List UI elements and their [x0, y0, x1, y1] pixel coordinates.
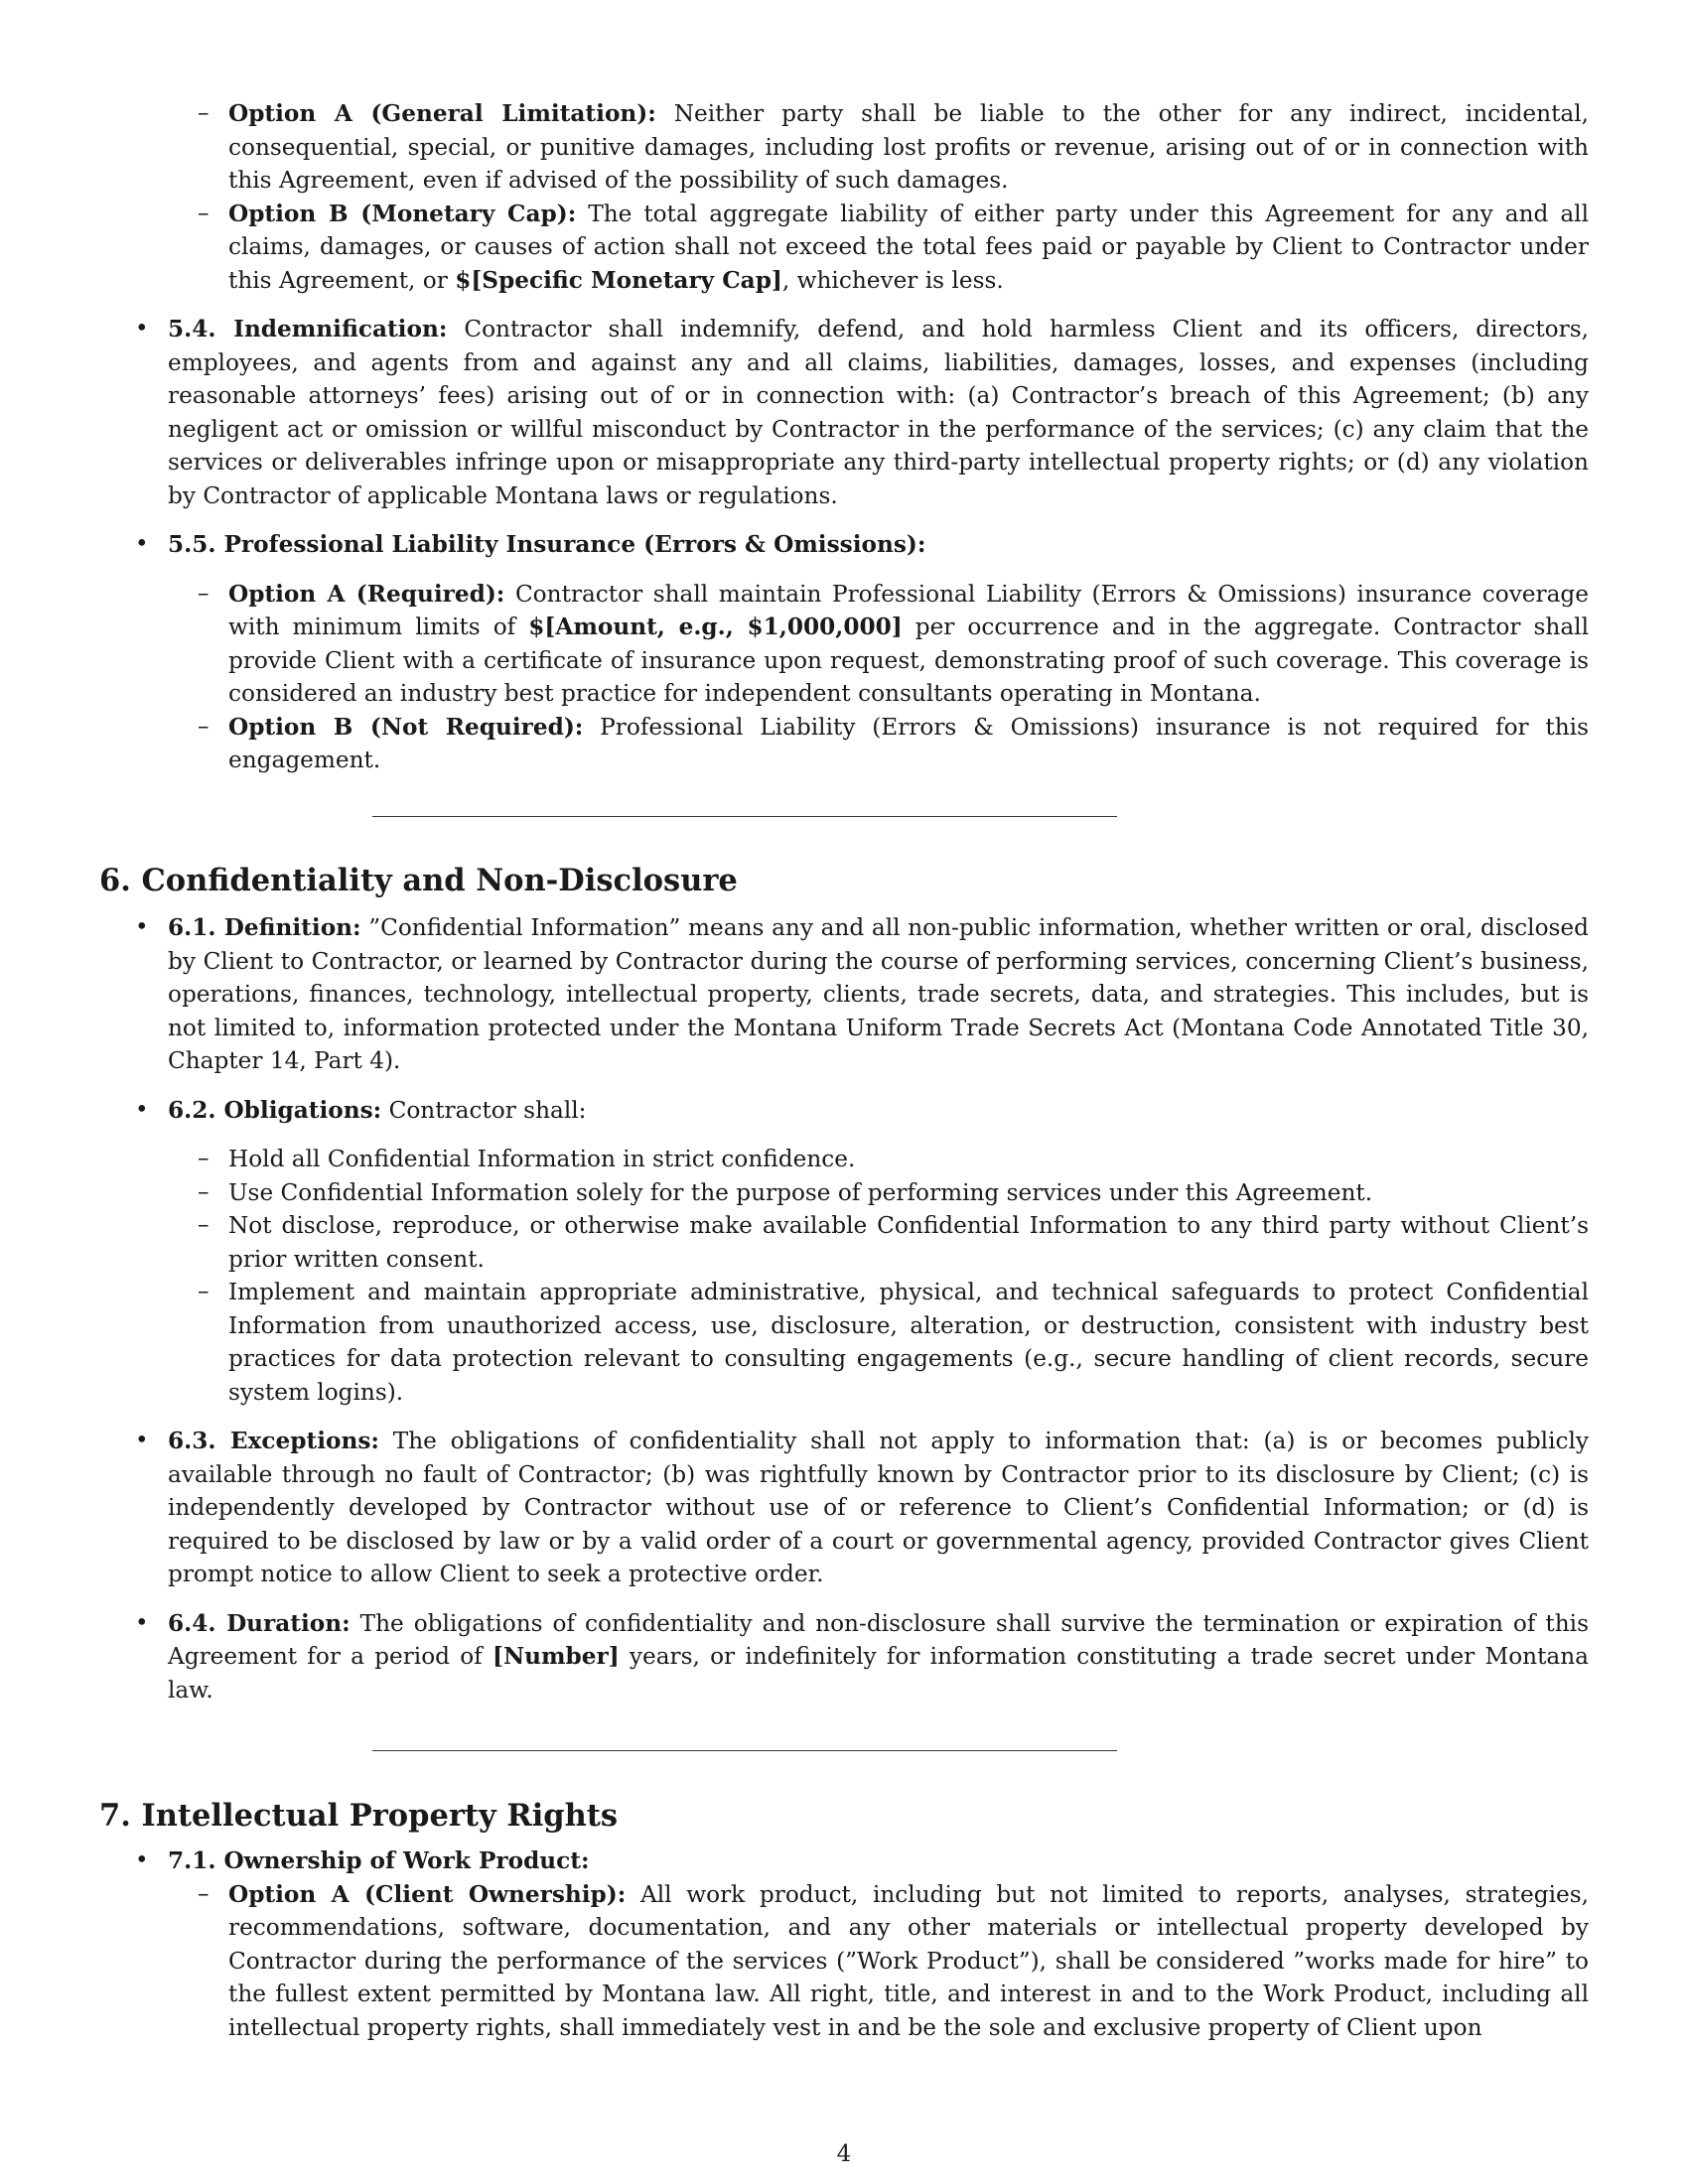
dash-marker: – [198, 1212, 210, 1238]
clause-text: The obligations of confidentiality shall not apply to information that: (a) is or becomes publicly available through no fault of Contractor; (b) was rightfully known by Contractor prior to its disclosure by Client; (c) is independently developed by Contractor without use of or reference to Client’s Confidential Information; or (d) is required to be disclosed by law or by a valid order of a court or governmental agency, provided Contractor gives Client prompt notice to allow Client to seek a protective order. [168, 1428, 1589, 1587]
bullet-marker: • [135, 531, 149, 557]
clause-label: 5.4. Indemnification: [168, 316, 448, 342]
clause-6-3-exceptions [99, 1425, 1589, 1591]
placeholder-amount: $[Amount, e.g., $1,000,000] [528, 614, 903, 640]
option-text: Contractor shall maintain Professional Liability (Errors & Omissions) insurance coverage with minimum limits of [228, 580, 1589, 640]
option-insurance-not-required [99, 711, 1589, 777]
option-label: Option A (Required): [228, 580, 505, 608]
option-text: All work product, including but not limited to reports, analyses, strategies, recommendations, software, documentation, and any other materials or intellectual property developed by Contractor during the performance of the services (”Work Product”), shall be considered ”works made for hire” to the fullest extent permitted by Montana law. All right, title, and interest in and to the Work Product, including all intellectual property rights, shall immediately vest in and be the sole and exclusive property of Client upon [228, 1880, 1589, 2041]
page-content [99, 97, 1589, 777]
placeholder-monetary-cap: $[Specific Monetary Cap] [455, 266, 782, 294]
option-monetary-cap [99, 198, 1589, 298]
option-text: Neither party shall be liable to the other for any indirect, incidental, consequential, special, or punitive damages, including lost profits or revenue, arising out of or in connection with this Agreement, even if advised of the possibility of such damages. [228, 100, 1589, 194]
section-6 [99, 860, 1589, 1706]
clause-6-2-obligations [99, 1094, 1589, 1128]
option-label: Option B (Not Required): [228, 713, 584, 741]
clause-label: 7.1. Ownership of Work Product: [168, 1847, 590, 1874]
option-text-tail: per occurrence and in the aggregate. Contractor shall provide Client with a certificate of insurance upon request, demonstrating proof of such coverage. This coverage is considered an industry best practice for independent consultants operating in Montana. [228, 614, 1589, 707]
option-client-ownership [99, 1878, 1589, 2045]
bullet-marker: • [135, 1609, 149, 1636]
dash-marker: – [198, 200, 210, 226]
bullet-marker: • [135, 1428, 149, 1453]
clause-5-4-indemnification [99, 313, 1589, 512]
dash-marker: – [198, 580, 210, 607]
option-insurance-required [99, 578, 1589, 711]
obligation-item: – Use Confidential Information solely for the purpose of performing services under this Agreement. [99, 1176, 1589, 1210]
dash-marker: – [198, 1880, 210, 1907]
bullet-marker: • [135, 1096, 149, 1123]
placeholder-number: [Number] [492, 1643, 620, 1670]
dash-marker: – [198, 1146, 210, 1171]
section-heading: 7. Intellectual Property Rights [99, 1798, 619, 1834]
dash-marker: – [198, 713, 210, 740]
clause-text: Contractor shall: [381, 1096, 587, 1124]
section-divider [372, 816, 1117, 817]
clause-5-5-insurance [99, 528, 1589, 562]
option-label: Option A (General Limitation): [228, 100, 656, 127]
bullet-marker: • [135, 1847, 149, 1873]
option-general-limitation [99, 97, 1589, 198]
section-heading: 6. Confidentiality and Non-Disclosure [99, 863, 738, 898]
option-text-tail: , whichever is less. [781, 266, 1004, 294]
clause-text-tail: years, or indefinitely for information constituting a trade secret under Montana law. [168, 1643, 1589, 1704]
clause-label: 6.1. Definition: [168, 914, 361, 941]
obligation-item: – Implement and maintain appropriate administrative, physical, and technical safeguards to protect Confidential Information from unauthorized access, use, disclosure, alteration, or destruction, consistent with industry best practices for data protection relevant to consulting engagements (e.g., secure handling of client records, secure system logins). [99, 1276, 1589, 1409]
option-text: Professional Liability (Errors & Omissions) insurance is not required for this engagement. [228, 713, 1590, 773]
clause-label: 6.2. Obligations: [168, 1096, 382, 1124]
bullet-marker: • [135, 316, 149, 341]
bullet-marker: • [135, 914, 149, 940]
option-label: Option B (Monetary Cap): [228, 200, 577, 227]
obligation-item: – Not disclose, reproduce, or otherwise make available Confidential Information to any third party without Client’s prior written consent. [99, 1209, 1589, 1276]
clause-text: The obligations of confidentiality and non-disclosure shall survive the termination or expiration of this Agreement for a period of [168, 1609, 1589, 1670]
section-divider [372, 1750, 1117, 1751]
clause-6-4-duration [99, 1607, 1589, 1707]
clause-label: 6.3. Exceptions: [168, 1428, 379, 1454]
dash-marker: – [198, 1279, 210, 1304]
clause-text: Contractor shall indemnify, defend, and hold harmless Client and its officers, directors, employees, and agents from and against any and all claims, liabilities, damages, losses, and expenses (including reasonable attorneys’ fees) arising out of or in connection with: (a) Contractor’s breach of this Agreement; (b) any negligent act or omission or willful misconduct by Contractor in the performance of the services; (c) any claim that the services or deliverables infringe upon or misappropriate any third-party intellectual property rights; or (d) any violation by Contractor of applicable Montana laws or regulations. [168, 316, 1589, 509]
clause-label: 6.4. Duration: [168, 1609, 351, 1637]
clause-6-1-definition [99, 911, 1589, 1078]
dash-marker: – [198, 100, 210, 126]
dash-marker: – [198, 1178, 210, 1205]
option-label: Option A (Client Ownership): [228, 1880, 627, 1908]
page-number: 4 [836, 2141, 852, 2167]
clause-7-1-ownership [99, 1844, 1589, 1878]
section-7 [99, 1795, 1589, 2044]
clause-label: 5.5. Professional Liability Insurance (Errors & Omissions): [168, 531, 926, 558]
option-text: The total aggregate liability of either party under this Agreement for any and all claims, damages, or causes of action shall not exceed the total fees paid or payable by Client to Contractor under this Agreement, or [228, 200, 1589, 294]
clause-text: ”Confidential Information” means any and all non-public information, whether written or oral, disclosed by Client to Contractor, or learned by Contractor during the course of performing services, concerning Client’s business, operations, finances, technology, intellectual property, clients, trade secrets, data, and strategies. This includes, but is not limited to, information protected under the Montana Uniform Trade Secrets Act (Montana Code Annotated Title 30, Chapter 14, Part 4). [168, 914, 1589, 1074]
obligation-item: – Hold all Confidential Information in strict confidence. [99, 1143, 1589, 1176]
